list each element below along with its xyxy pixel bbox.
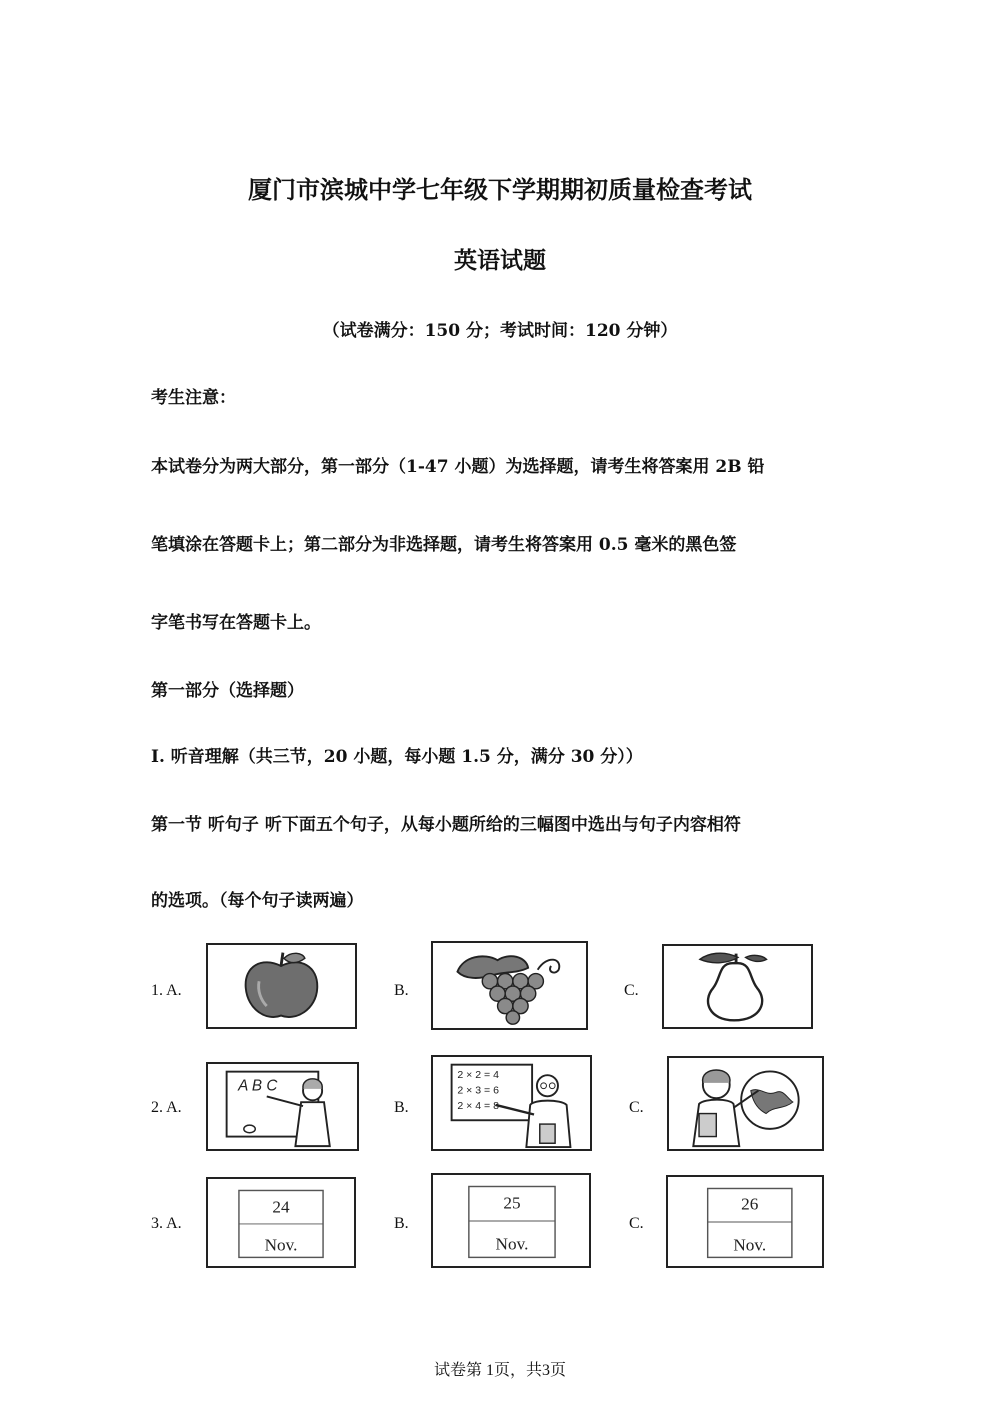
q1-option-b-label: B. xyxy=(394,982,409,999)
board-math-line-2: 2 × 3 = 6 xyxy=(457,1084,499,1097)
board-math-line-3: 2 × 4 = 8 xyxy=(457,1099,499,1112)
q3-option-c-label: C. xyxy=(629,1215,644,1232)
q1-option-b-picture[interactable] xyxy=(431,941,588,1030)
board-math-line-1: 2 × 2 = 4 xyxy=(457,1069,499,1082)
page-footer: 试卷第 1页，共3页 xyxy=(433,1362,566,1379)
teacher-globe-icon xyxy=(669,1058,822,1149)
calendar-month: Nov. xyxy=(264,1235,298,1255)
q2-option-c-picture[interactable] xyxy=(667,1056,824,1151)
calendar-month: Nov. xyxy=(733,1235,767,1255)
grapes-icon xyxy=(433,943,586,1028)
section-heading: Ⅰ. 听音理解（共三节，20 小题，每小题 1.5 分，满分 30 分）） xyxy=(151,747,643,767)
notice-line-3: 字笔书写在答题卡上。 xyxy=(151,613,321,633)
exam-title: 厦门市滨城中学七年级下学期期初质量检查考试 xyxy=(248,175,752,204)
calendar-icon xyxy=(208,1179,354,1266)
q2-option-c-label: C. xyxy=(629,1099,644,1116)
q1-option-a-picture[interactable] xyxy=(206,943,357,1029)
notice-line-2: 笔填涂在答题卡上；第二部分为非选择题，请考生将答案用 0.5 毫米的黑色签 xyxy=(151,535,737,555)
calendar-month: Nov. xyxy=(495,1234,529,1254)
pear-icon xyxy=(664,946,811,1027)
part1-heading: 第一部分（选择题） xyxy=(151,681,304,701)
q3-option-c-picture[interactable] xyxy=(666,1175,824,1268)
calendar-icon xyxy=(668,1177,822,1266)
exam-meta: （试卷满分：150 分；考试时间：120 分钟） xyxy=(322,321,678,341)
instruction-line-2: 的选项。（每个句子读两遍） xyxy=(151,891,364,911)
notice-line-1: 本试卷分为两大部分，第一部分（1-47 小题）为选择题，请考生将答案用 2B 铅 xyxy=(151,457,765,477)
q3-option-b-picture[interactable] xyxy=(431,1173,591,1268)
teacher-math-icon xyxy=(433,1057,590,1149)
calendar-day: 25 xyxy=(503,1193,521,1213)
notice-heading: 考生注意： xyxy=(151,388,236,408)
calendar-day: 26 xyxy=(741,1194,759,1214)
instruction-line-1: 第一节 听句子 听下面五个句子，从每小题所给的三幅图中选出与句子内容相符 xyxy=(151,815,741,835)
apple-icon xyxy=(208,945,355,1027)
q1-label: 1. A. xyxy=(151,982,182,999)
q2-option-b-label: B. xyxy=(394,1099,409,1116)
q1-option-c-label: C. xyxy=(624,982,639,999)
calendar-day: 24 xyxy=(272,1197,290,1217)
calendar-icon xyxy=(433,1175,589,1266)
exam-subtitle: 英语试题 xyxy=(454,247,546,274)
q2-label: 2. A. xyxy=(151,1099,182,1116)
q3-option-b-label: B. xyxy=(394,1215,409,1232)
q1-option-c-picture[interactable] xyxy=(662,944,813,1029)
q2-option-b-picture[interactable] xyxy=(431,1055,592,1151)
board-abc-text: A B C xyxy=(238,1077,278,1095)
q2-option-a-picture[interactable] xyxy=(206,1062,359,1151)
teacher-abc-icon xyxy=(208,1064,357,1149)
q3-option-a-picture[interactable] xyxy=(206,1177,356,1268)
q3-label: 3. A. xyxy=(151,1215,182,1232)
